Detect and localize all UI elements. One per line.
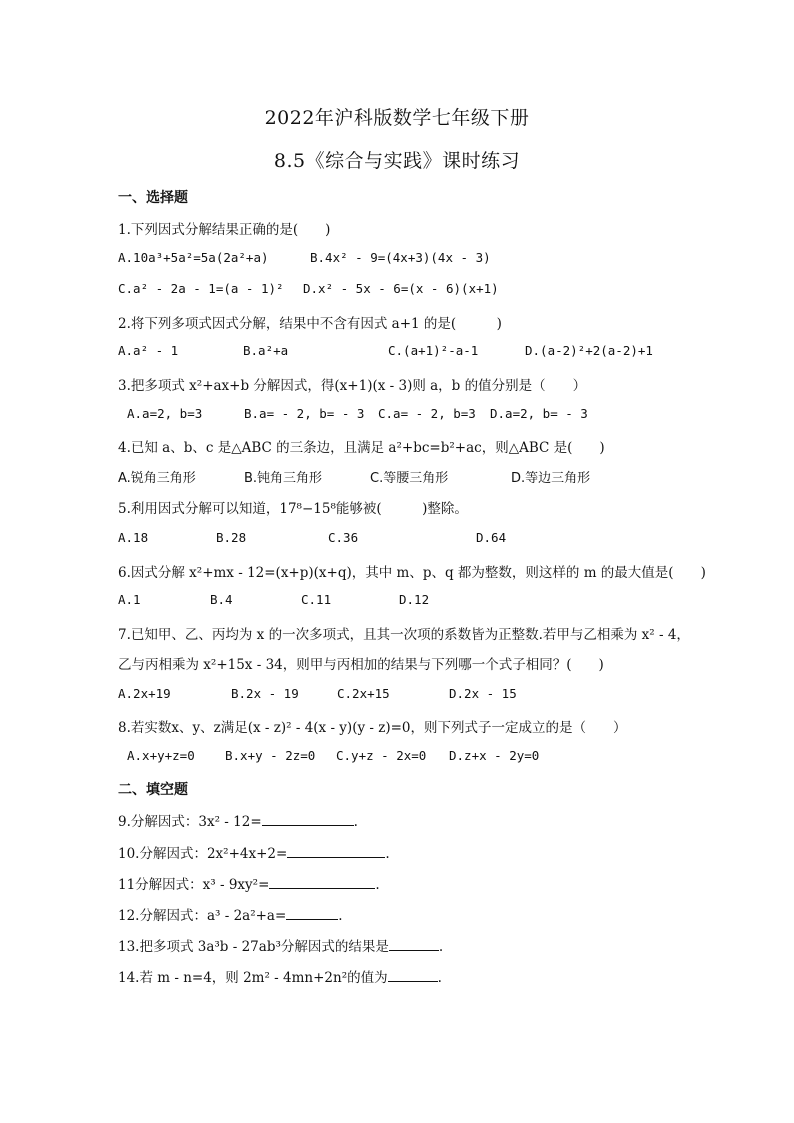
page-title: 2022年沪科版数学七年级下册 bbox=[264, 107, 530, 129]
question-9-text: 9.分解因式：3x² - 12= bbox=[118, 814, 262, 830]
q5-option-a: A.18 bbox=[118, 530, 149, 545]
question-14 bbox=[118, 966, 442, 986]
q1-option-a: A.10a³+5a²=5a(2a²+a) bbox=[118, 250, 269, 265]
q4-option-b: B.钝角三角形 bbox=[244, 471, 323, 486]
question-7-line-2: 乙与丙相乘为 x²+15x - 34，则甲与丙相加的结果与下列哪一个式子相同？( ) bbox=[118, 657, 604, 673]
question-2: 2.将下列多项式因式分解，结果中不含有因式 a+1 的是( ) bbox=[118, 316, 502, 332]
question-10-text: 10.分解因式：2x²+4x+2= bbox=[118, 846, 288, 862]
q1-option-d: D.x² - 5x - 6=(x - 6)(x+1) bbox=[303, 281, 499, 296]
question-1: 1.下列因式分解结果正确的是( ) bbox=[118, 222, 331, 238]
question-5: 5.利用因式分解可以知道，17⁸−15⁸能够被( )整除。 bbox=[118, 501, 468, 517]
question-3: 3.把多项式 x²+ax+b 分解因式，得(x+1)(x - 3)则 a，b 的值分别是（ ） bbox=[118, 378, 587, 394]
section-heading-choice: 一、选择题 bbox=[118, 190, 188, 206]
q7-option-a: A.2x+19 bbox=[118, 686, 171, 701]
q6-option-d: D.12 bbox=[399, 592, 430, 607]
question-11 bbox=[118, 873, 380, 893]
q3-option-b: B.a= - 2, b= - 3 bbox=[244, 406, 365, 421]
q6-option-a: A.1 bbox=[118, 592, 141, 607]
q7-option-c: C.2x+15 bbox=[337, 686, 390, 701]
q4-option-c: C.等腰三角形 bbox=[370, 471, 449, 486]
q5-option-c: C.36 bbox=[328, 530, 359, 545]
q8-option-d: D.z+x - 2y=0 bbox=[449, 748, 540, 763]
q3-option-a: A.a=2, b=3 bbox=[127, 406, 203, 421]
q6-option-c: C.11 bbox=[301, 592, 332, 607]
question-8: 8.若实数x、y、z满足(x - z)² - 4(x - y)(y - z)=0，则下列式子一定成立的是（ ） bbox=[118, 720, 627, 736]
q2-option-c: C.(a+1)²-a-1 bbox=[388, 343, 479, 358]
question-7-line-1: 7.已知甲、乙、丙均为 x 的一次多项式，且其一次项的系数皆为正整数.若甲与乙相乘为 x² - 4， bbox=[118, 627, 690, 643]
q4-option-a: A.锐角三角形 bbox=[118, 471, 196, 486]
question-13 bbox=[118, 935, 443, 955]
q8-option-a: A.x+y+z=0 bbox=[127, 748, 195, 763]
q1-option-b: B.4x² - 9=(4x+3)(4x - 3) bbox=[310, 250, 491, 265]
question-9 bbox=[118, 810, 358, 830]
question-14-text: 14.若 m - n=4，则 2m² - 4mn+2n²的值为 bbox=[118, 970, 388, 986]
page-subtitle: 8.5《综合与实践》课时练习 bbox=[273, 150, 521, 172]
q1-option-c: C.a² - 2a - 1=(a - 1)² bbox=[118, 281, 284, 296]
q2-option-d: D.(a-2)²+2(a-2)+1 bbox=[525, 343, 653, 358]
q10-period: . bbox=[385, 846, 390, 862]
q12-period: . bbox=[338, 908, 343, 924]
answer-blank-14[interactable] bbox=[388, 969, 438, 982]
question-6: 6.因式分解 x²+mx - 12=(x+p)(x+q)，其中 m、p、q 都为整数，则这样的 m 的最大值是( ) bbox=[118, 565, 706, 581]
q7-option-b: B.2x - 19 bbox=[231, 686, 299, 701]
answer-blank-13[interactable] bbox=[389, 938, 439, 951]
answer-blank-11[interactable] bbox=[269, 876, 375, 889]
question-12-text: 12.分解因式：a³ - 2a²+a= bbox=[118, 908, 287, 924]
question-13-text: 13.把多项式 3a³b - 27ab³分解因式的结果是 bbox=[118, 939, 389, 955]
q8-option-c: C.y+z - 2x=0 bbox=[336, 748, 427, 763]
q14-period: . bbox=[437, 970, 442, 986]
answer-blank-10[interactable] bbox=[287, 845, 385, 858]
question-11-text: 11分解因式：x³ - 9xy²= bbox=[118, 877, 270, 893]
question-12 bbox=[118, 904, 343, 924]
q6-option-b: B.4 bbox=[210, 592, 233, 607]
q5-option-b: B.28 bbox=[216, 530, 247, 545]
section-heading-fill-blank: 二、填空题 bbox=[118, 782, 188, 798]
q5-option-d: D.64 bbox=[476, 530, 507, 545]
q3-option-d: D.a=2, b= - 3 bbox=[490, 406, 588, 421]
question-4: 4.已知 a、b、c 是△ABC 的三条边，且满足 a²+bc=b²+ac，则△ABC 是( ) bbox=[118, 440, 605, 456]
q9-period: . bbox=[353, 814, 358, 830]
q2-option-b: B.a²+a bbox=[243, 343, 289, 358]
answer-blank-12[interactable] bbox=[286, 907, 338, 920]
q8-option-b: B.x+y - 2z=0 bbox=[225, 748, 316, 763]
q3-option-c: C.a= - 2, b=3 bbox=[378, 406, 476, 421]
q13-period: . bbox=[438, 939, 444, 955]
q4-option-d: D.等边三角形 bbox=[511, 471, 591, 486]
q2-option-a: A.a² - 1 bbox=[118, 343, 179, 358]
question-10 bbox=[118, 842, 390, 862]
q7-option-d: D.2x - 15 bbox=[449, 686, 517, 701]
q11-period: . bbox=[375, 877, 380, 893]
answer-blank-9[interactable] bbox=[262, 813, 354, 826]
